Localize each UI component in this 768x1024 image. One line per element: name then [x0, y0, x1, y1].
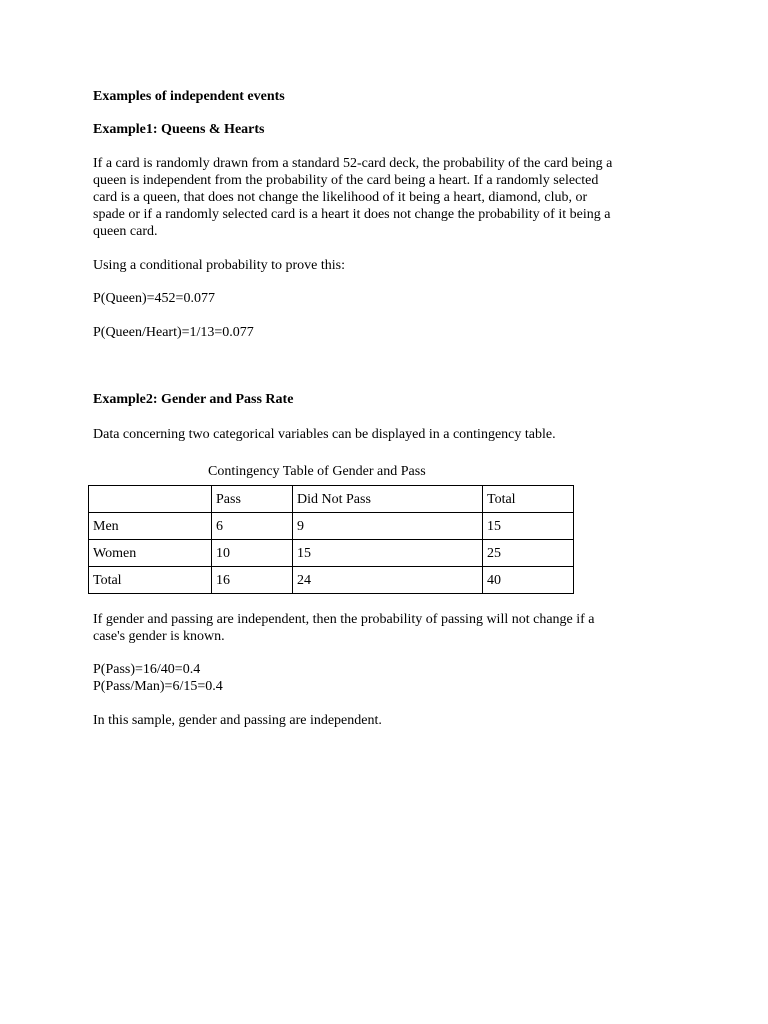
example1-paragraph-line: queen card.: [93, 224, 158, 239]
contingency-table: [88, 485, 574, 594]
table-cell: 10: [212, 540, 293, 567]
table-cell: Men: [89, 513, 212, 540]
table-cell: 16: [212, 567, 293, 594]
table-row: [89, 540, 574, 567]
table-cell: 24: [293, 567, 483, 594]
example2-paragraph-line: case's gender is known.: [93, 629, 225, 644]
example2-paragraph-line: If gender and passing are independent, then the probability of passing will not change if a: [93, 612, 595, 627]
table-caption: Contingency Table of Gender and Pass: [208, 464, 426, 479]
table-cell: Total: [89, 567, 212, 594]
table-cell: 15: [293, 540, 483, 567]
table-header-cell: [89, 486, 212, 513]
example2-formula-pass: P(Pass)=16/40=0.4: [93, 662, 201, 677]
table-cell: 6: [212, 513, 293, 540]
example1-paragraph-line: If a card is randomly drawn from a standard 52-card deck, the probability of the card being a: [93, 156, 613, 171]
example1-paragraph-line: card is a queen, that does not change the likelihood of it being a heart, diamond, club, or: [93, 190, 588, 205]
example2-conclusion: In this sample, gender and passing are independent.: [93, 713, 382, 728]
table-cell: 25: [483, 540, 574, 567]
example1-paragraph-line: spade or if a randomly selected card is a heart it does not change the probability of it being a: [93, 207, 611, 222]
example2-intro: Data concerning two categorical variables can be displayed in a contingency table.: [93, 427, 556, 442]
table-cell: Women: [89, 540, 212, 567]
table-header-cell: Pass: [212, 486, 293, 513]
example2-formula-pass-given-man: P(Pass/Man)=6/15=0.4: [93, 679, 223, 694]
table-header-row: [89, 486, 574, 513]
example1-formula-queen: P(Queen)=452=0.077: [93, 291, 215, 306]
table-row: [89, 513, 574, 540]
table-cell: 40: [483, 567, 574, 594]
table-cell: 9: [293, 513, 483, 540]
example1-formula-queen-given-heart: P(Queen/Heart)=1/13=0.077: [93, 325, 254, 340]
example1-title: Example1: Queens & Hearts: [93, 122, 265, 137]
example1-intro: Using a conditional probability to prove this:: [93, 258, 345, 273]
table-cell: 15: [483, 513, 574, 540]
document-heading: Examples of independent events: [93, 89, 285, 104]
example1-paragraph-line: queen is independent from the probability of the card being a heart. If a randomly selected: [93, 173, 599, 188]
table-header-cell: Did Not Pass: [293, 486, 483, 513]
example2-title: Example2: Gender and Pass Rate: [93, 392, 294, 407]
table-row: [89, 567, 574, 594]
table-header-cell: Total: [483, 486, 574, 513]
